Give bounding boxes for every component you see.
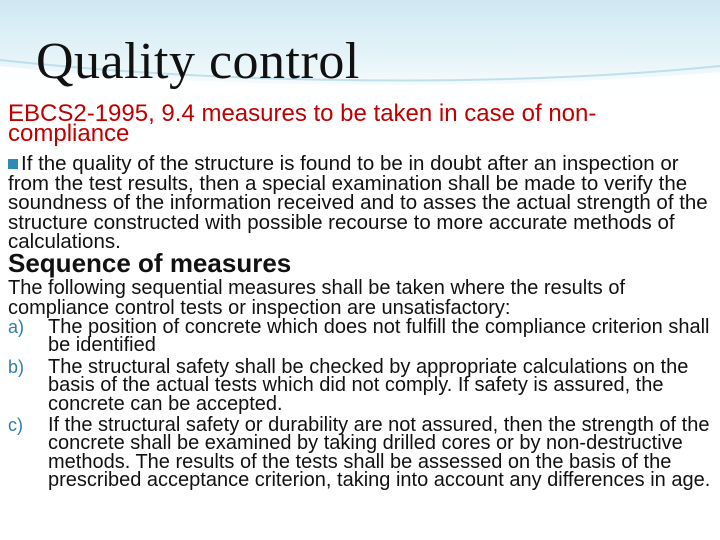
- list-marker: c): [8, 415, 23, 436]
- list-item-text: The position of concrete which does not fulfill the compliance criterion shall be identified: [48, 316, 710, 357]
- list-item: [8, 318, 714, 355]
- list-marker: b): [8, 356, 25, 377]
- list-item: [8, 355, 714, 415]
- doubt-paragraph-text: If the quality of the structure is found to be in doubt after an inspection or from the test results, then a special examination shall be made to verify the soundness of the information received and to asses the actual strength of the structure constructed with possible recourse to more accurate methods of calculations.: [8, 152, 708, 253]
- doubt-paragraph: [8, 154, 718, 252]
- measures-intro: The following sequential measures shall be taken where the results of compliance control tests or inspection are unsatisfactory:: [8, 277, 626, 319]
- list-item-text: If the structural safety or durability are not assured, then the strength of the concrete shall be examined by taking drilled cores or by non-destructive methods. The results of the tests shall be assessed on the basis of the prescribed acceptance criterion, taking into account any differences in age.: [48, 414, 711, 492]
- slide-title: Quality control: [36, 33, 360, 90]
- measures-list: [8, 318, 714, 493]
- standard-reference-heading: EBCS2-1995, 9.4 measures to be taken in case of non-compliance: [8, 100, 597, 147]
- square-checkbox-bullet-icon: [8, 159, 18, 169]
- section-heading: Sequence of measures: [8, 248, 292, 278]
- list-item-text: The structural safety shall be checked by appropriate calculations on the basis of the actual tests which did not comply. If safety is assured, the concrete can be accepted.: [48, 355, 689, 415]
- list-marker: a): [8, 317, 25, 337]
- list-item: [8, 416, 714, 490]
